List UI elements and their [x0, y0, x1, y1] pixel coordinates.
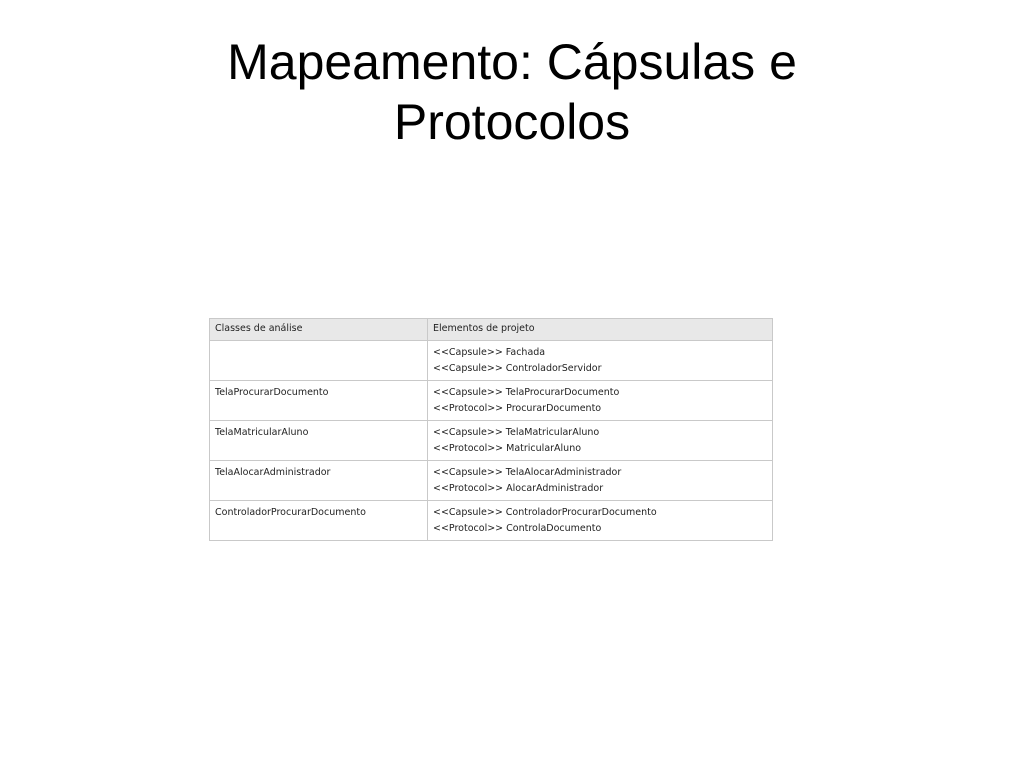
table-header-row [210, 319, 773, 341]
design-elements-cell [428, 381, 773, 421]
slide-title-line-1: Mapeamento: Cápsulas e [227, 34, 797, 90]
design-element: <<Capsule>> ControladorServidor [433, 363, 602, 374]
design-element: <<Capsule>> TelaProcurarDocumento [433, 387, 620, 398]
slide-title-line-2: Protocolos [393, 94, 631, 150]
design-elements-cell [428, 421, 773, 461]
design-element: <<Protocol>> AlocarAdministrador [433, 483, 604, 494]
header-analysis-classes: Classes de análise [210, 319, 428, 341]
design-elements-cell [428, 461, 773, 501]
analysis-class-cell: TelaMatricularAluno [210, 421, 428, 461]
analysis-class-cell: TelaProcurarDocumento [210, 381, 428, 421]
table-row [210, 421, 773, 461]
analysis-class-cell: TelaAlocarAdministrador [210, 461, 428, 501]
header-design-elements: Elementos de projeto [428, 319, 773, 341]
design-element: <<Protocol>> ControlaDocumento [433, 523, 602, 534]
table-row [210, 501, 773, 541]
design-element: <<Capsule>> TelaAlocarAdministrador [433, 467, 622, 478]
analysis-class-cell [210, 341, 428, 381]
table-row [210, 341, 773, 381]
table-row [210, 461, 773, 501]
design-element: <<Protocol>> MatricularAluno [433, 443, 582, 454]
mapping-table [209, 318, 773, 541]
design-elements-cell [428, 501, 773, 541]
design-element: <<Protocol>> ProcurarDocumento [433, 403, 602, 414]
analysis-class-cell: ControladorProcurarDocumento [210, 501, 428, 541]
slide-title [0, 32, 1024, 152]
design-element: <<Capsule>> Fachada [433, 347, 546, 358]
design-element: <<Capsule>> ControladorProcurarDocumento [433, 507, 657, 518]
design-element: <<Capsule>> TelaMatricularAluno [433, 427, 600, 438]
table-row [210, 381, 773, 421]
design-elements-cell [428, 341, 773, 381]
